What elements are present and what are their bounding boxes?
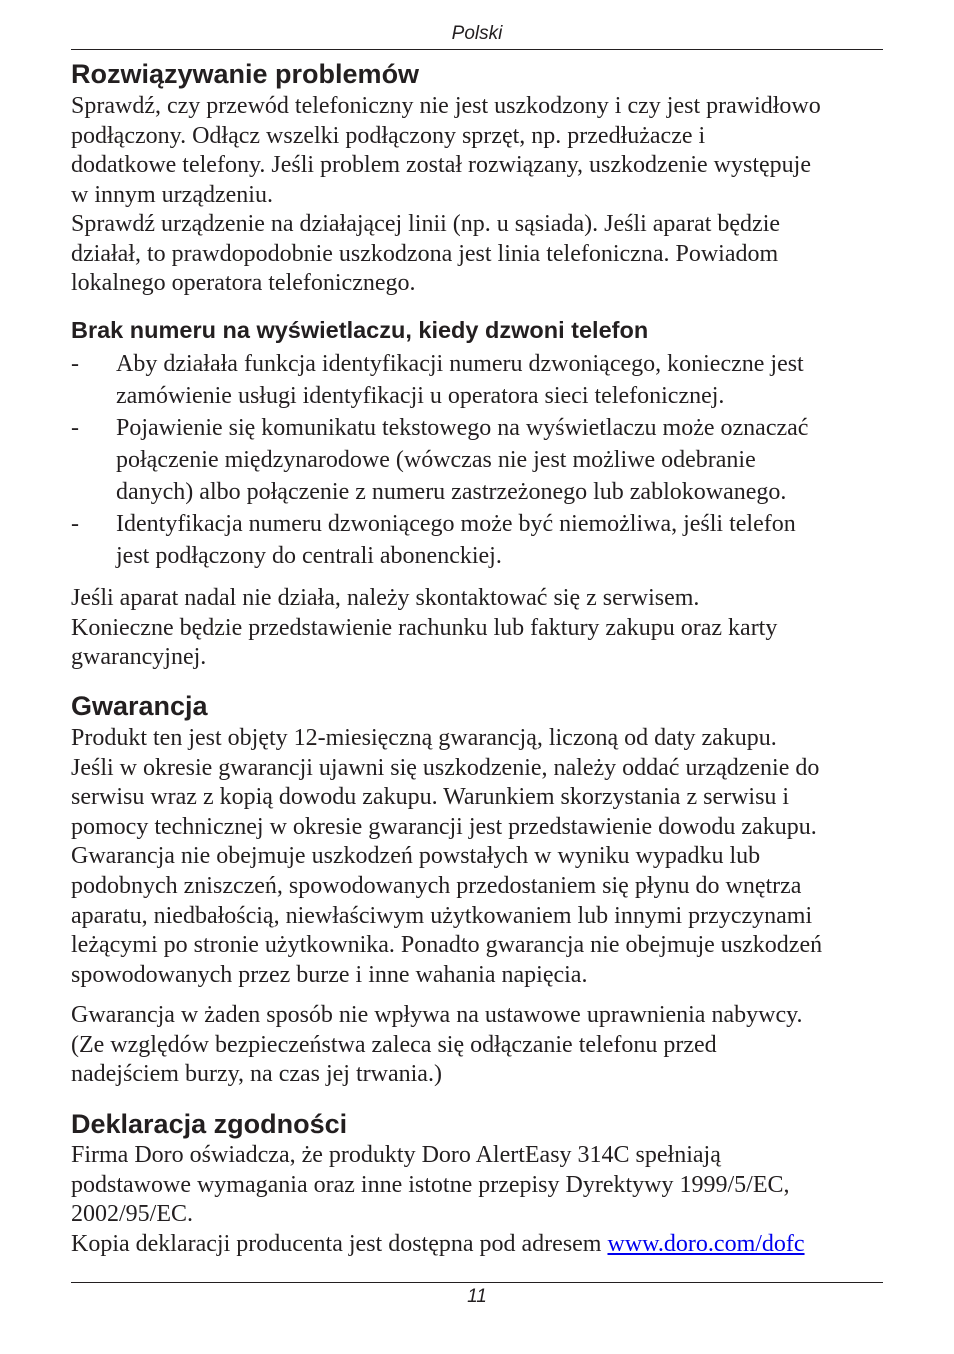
text-line: Firma Doro oświadcza, że produkty Doro AlertEasy 314C spełniają xyxy=(71,1142,721,1168)
doro-declaration-link[interactable]: www.doro.com/dofc xyxy=(607,1230,805,1257)
text-line: zamówienie usługi identyfikacji u operatora sieci telefonicznej. xyxy=(116,383,725,409)
text-line: Pojawienie się komunikatu tekstowego na wyświetlaczu może oznaczać xyxy=(116,415,809,441)
text-line: Sprawdź urządzenie na działającej linii (np. u sąsiada). Jeśli aparat będzie xyxy=(71,211,781,237)
text-line: podstawowe wymagania oraz inne istotne przepisy Dyrektywy 1999/5/EC, xyxy=(71,1171,790,1198)
text-line: Sprawdź, czy przewód telefoniczny nie jest uszkodzony i czy jest prawidłowo xyxy=(71,93,821,119)
text-line: w innym urządzeniu. xyxy=(71,181,273,208)
header-divider xyxy=(71,49,883,50)
text-line: spowodowanych przez burze i inne wahania napięcia. xyxy=(71,961,588,988)
text-line: Identyfikacja numeru dzwoniącego może być niemożliwa, jeśli telefon xyxy=(116,511,796,537)
declaration-paragraph xyxy=(71,1141,883,1259)
text-line: Gwarancja nie obejmuje uszkodzeń powstałych w wyniku wypadku lub xyxy=(71,843,761,870)
text-line: (Ze względów bezpieczeństwa zaleca się odłączanie telefonu przed xyxy=(71,1031,717,1058)
text-line: jest podłączony do centrali abonenckiej. xyxy=(116,543,502,569)
troubleshooting-paragraph-3 xyxy=(71,584,883,673)
manual-page xyxy=(71,0,883,1354)
page-number: 11 xyxy=(467,1286,487,1307)
text-line: danych) albo połączenie z numeru zastrzeżonego lub zablokowanego. xyxy=(116,479,787,505)
text-line: Jeśli aparat nadal nie działa, należy skontaktować się z serwisem. xyxy=(71,585,700,611)
text-line: działał, to prawdopodobnie uszkodzona jest linia telefoniczna. Powiadom xyxy=(71,240,779,267)
text-line: pomocy technicznej w okresie gwarancji jest przedstawienie dowodu zakupu. xyxy=(71,813,817,840)
text-line: podłączony. Odłącz wszelki podłączony sprzęt, np. przedłużacze i xyxy=(71,122,706,149)
text-line: Jeśli w okresie gwarancji ujawni się uszkodzenie, należy oddać urządzenie do xyxy=(71,754,820,781)
bullet-dash: - xyxy=(71,415,79,441)
caller-id-bullet-list xyxy=(71,348,883,572)
caller-id-subheading: Brak numeru na wyświetlaczu, kiedy dzwoni telefon xyxy=(71,317,649,343)
text-line: 2002/95/EC. xyxy=(71,1201,194,1228)
bullet-dash: - xyxy=(71,351,79,377)
text-line: Konieczne będzie przedstawienie rachunku lub faktury zakupu oraz karty xyxy=(71,614,778,641)
bullet-dash: - xyxy=(71,511,79,537)
header-language-label: Polski xyxy=(451,23,503,44)
text-line: Gwarancja w żaden sposób nie wpływa na ustawowe uprawnienia nabywcy. xyxy=(71,1002,803,1028)
warranty-paragraph-1 xyxy=(71,724,883,990)
troubleshooting-paragraph-2 xyxy=(71,210,883,299)
troubleshooting-paragraph-1 xyxy=(71,92,883,210)
text-line: gwarancyjnej. xyxy=(71,644,207,671)
text-line: leżącymi po stronie użytkownika. Ponadto gwarancja nie obejmuje uszkodzeń xyxy=(71,932,823,959)
declaration-copy-line xyxy=(71,1230,883,1260)
text-line: nadejściem burzy, na czas jej trwania.) xyxy=(71,1061,442,1088)
footer-divider xyxy=(71,1282,883,1283)
warranty-heading: Gwarancja xyxy=(71,691,208,721)
text-line: serwisu wraz z kopią dowodu zakupu. Warunkiem skorzystania z serwisu i xyxy=(71,784,790,811)
declaration-copy-text: Kopia deklaracji producenta jest dostępna pod adresem xyxy=(71,1230,608,1257)
troubleshooting-heading: Rozwiązywanie problemów xyxy=(71,59,420,89)
declaration-heading: Deklaracja zgodności xyxy=(71,1109,348,1139)
warranty-paragraph-2 xyxy=(71,1001,883,1090)
text-line: aparatu, niedbałością, niewłaściwym użytkowaniem lub innymi przyczynami xyxy=(71,902,813,929)
list-item xyxy=(71,348,883,412)
list-item xyxy=(71,412,883,508)
text-line: połączenie międzynarodowe (wówczas nie jest możliwe odebranie xyxy=(116,447,756,473)
text-line: lokalnego operatora telefonicznego. xyxy=(71,270,416,297)
text-line: Aby działała funkcja identyfikacji numeru dzwoniącego, konieczne jest xyxy=(116,351,804,377)
text-line: Produkt ten jest objęty 12-miesięczną gwarancją, liczoną od daty zakupu. xyxy=(71,725,777,751)
text-line: podobnych zniszczeń, spowodowanych przedostaniem się płynu do wnętrza xyxy=(71,872,802,899)
list-item xyxy=(71,508,883,572)
text-line: dodatkowe telefony. Jeśli problem został rozwiązany, uszkodzenie występuje xyxy=(71,152,811,179)
